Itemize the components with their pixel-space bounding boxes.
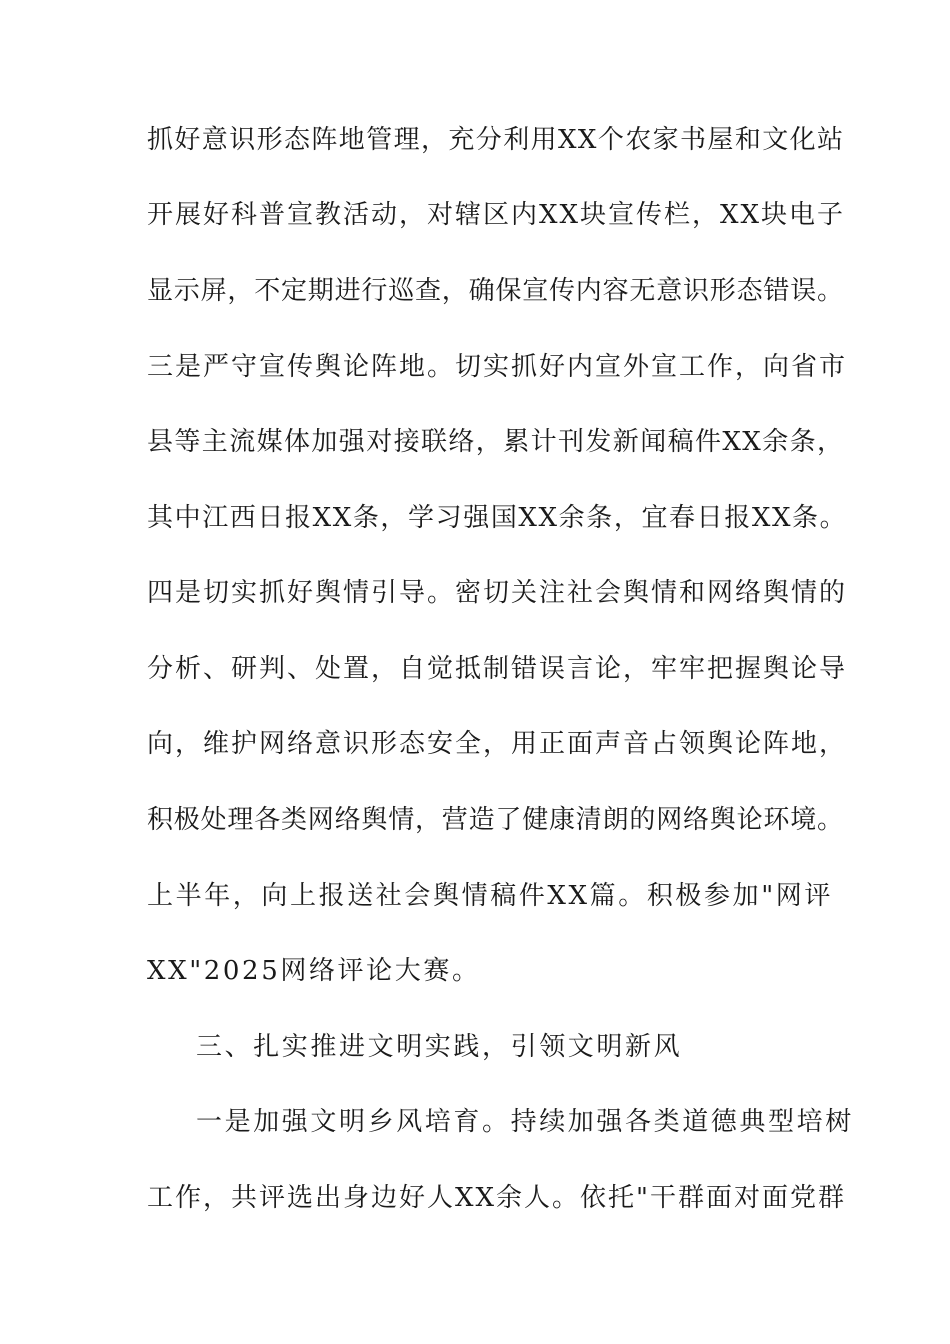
body-text-line: 开展好科普宣教活动，对辖区内XX块宣传栏，XX块电子 — [147, 200, 846, 230]
body-text-line: 上半年，向上报送社会舆情稿件XX篇。积极参加"网评 — [147, 881, 833, 911]
body-text-line: 县等主流媒体加强对接联络，累计刊发新闻稿件XX余条， — [147, 427, 845, 457]
body-text-line: 向，维护网络意识形态安全，用正面声音占领舆论阵地， — [147, 729, 848, 759]
body-text-line: 积极处理各类网络舆情，营造了健康清朗的网络舆论环境。 — [147, 805, 844, 835]
body-text-line: 工作，共评选出身边好人XX余人。依托"干群面对面党群 — [147, 1183, 846, 1213]
section-heading: 三、扎实推进文明实践，引领文明新风 — [196, 1032, 683, 1062]
body-text-line: 一是加强文明乡风培育。持续加强各类道德典型培树 — [196, 1107, 854, 1137]
body-text-line: 分析、研判、处置，自觉抵制错误言论，牢牢把握舆论导 — [147, 654, 848, 684]
body-text-line: 四是切实抓好舆情引导。密切关注社会舆情和网络舆情的 — [147, 578, 848, 608]
body-text-line: 三是严守宣传舆论阵地。切实抓好内宣外宣工作，向省市 — [147, 352, 848, 382]
body-text-line: 显示屏，不定期进行巡查，确保宣传内容无意识形态错误。 — [147, 276, 844, 306]
body-text-line: 抓好意识形态阵地管理，充分利用XX个农家书屋和文化站 — [147, 125, 845, 155]
body-text-line: XX"2025网络评论大赛。 — [147, 956, 481, 986]
body-text-line: 其中江西日报XX条，学习强国XX余条，宜春日报XX条。 — [147, 503, 848, 533]
